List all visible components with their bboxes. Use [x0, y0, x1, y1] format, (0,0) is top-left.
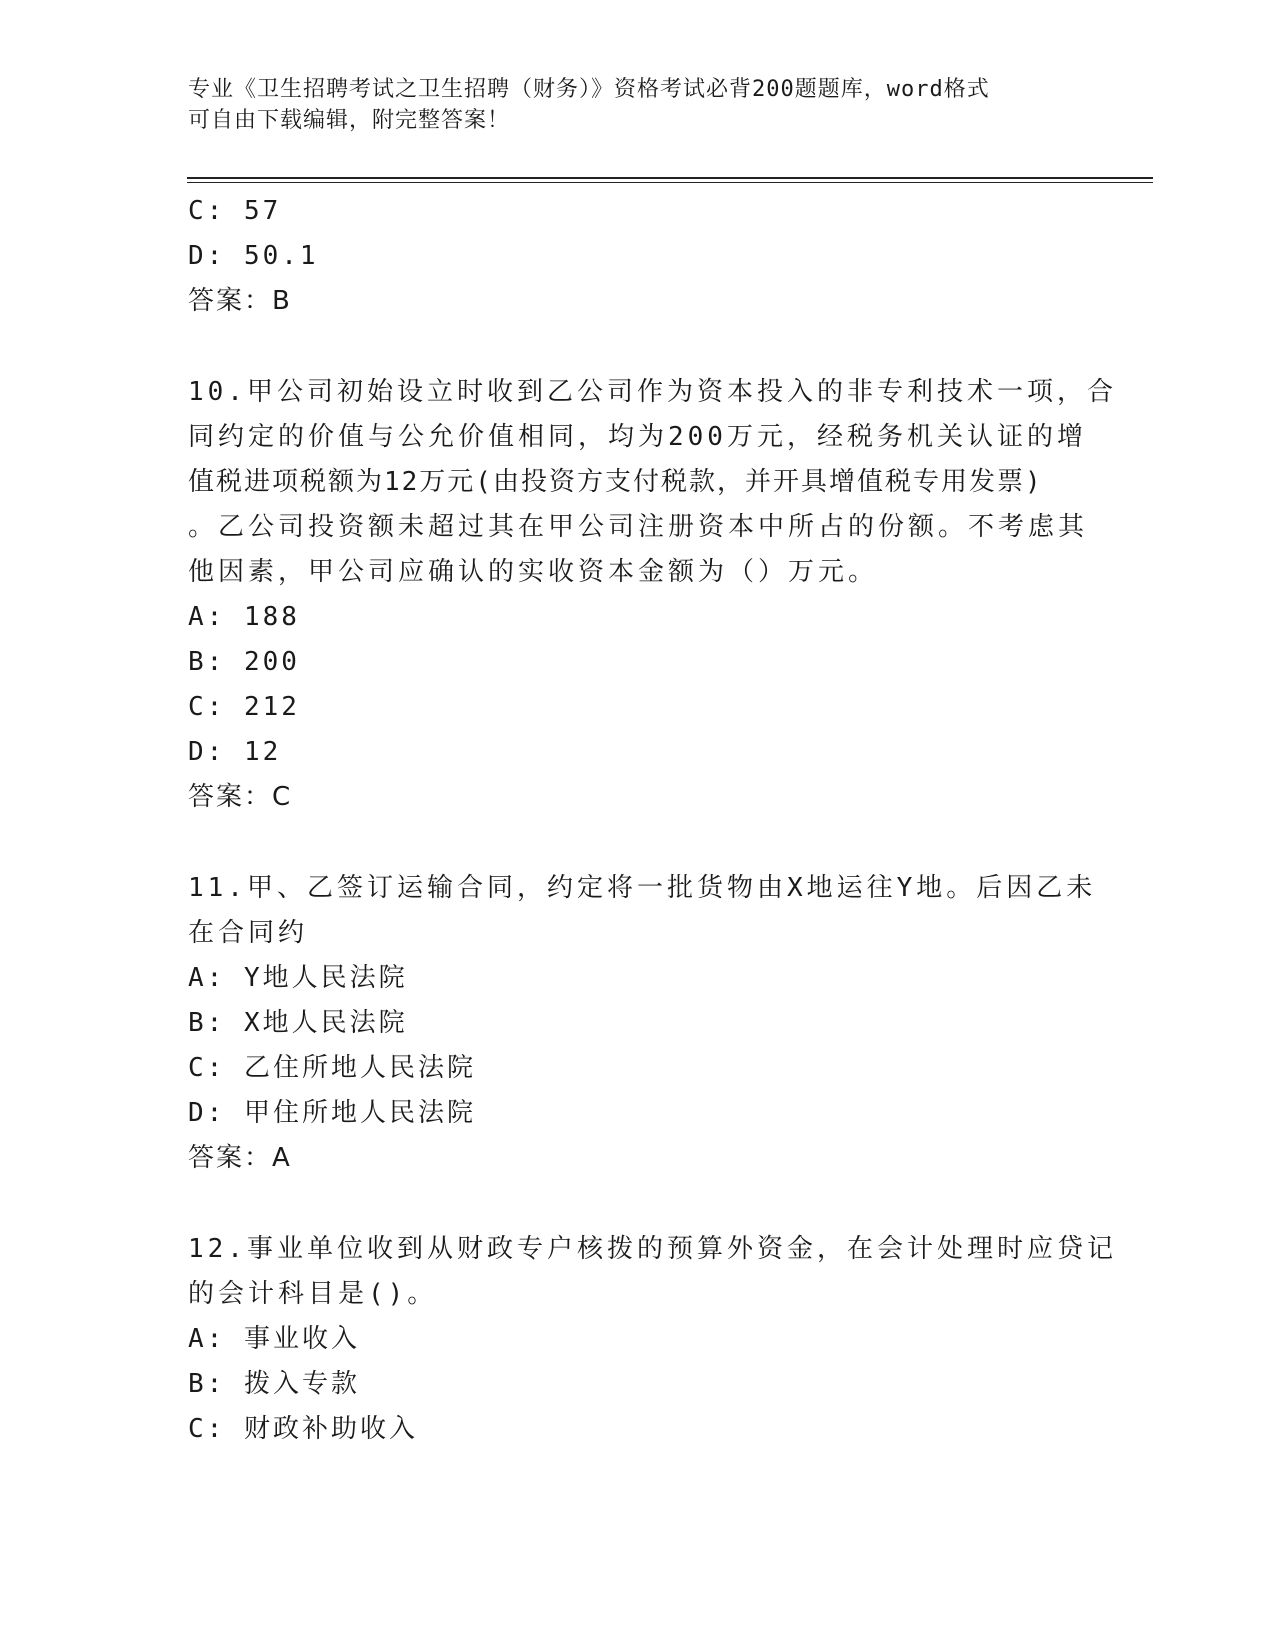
question-10	[188, 370, 1117, 820]
question-line: 值税进项税额为12万元(由投资方支付税款，并开具增值税专用发票)	[188, 467, 1043, 497]
question-11	[188, 866, 1097, 1181]
option-b: B: X地人民法院	[188, 1008, 408, 1038]
option-d: D: 12	[188, 737, 282, 767]
document-body	[188, 189, 1117, 1452]
question-line: 12.事业单位收到从财政专户核拨的预算外资金，在会计处理时应贷记	[188, 1234, 1117, 1264]
option-b: B: 拨入专款	[188, 1369, 360, 1399]
question-text	[188, 866, 1097, 956]
question-line: 10.甲公司初始设立时收到乙公司作为资本投入的非专利技术一项，合	[188, 377, 1117, 407]
option-d: D: 甲住所地人民法院	[188, 1098, 476, 1128]
document-header	[188, 74, 1078, 136]
option-c: C: 财政补助收入	[188, 1414, 418, 1444]
header-line-2: 可自由下载编辑，附完整答案！	[188, 108, 511, 133]
option-d: D: 50.1	[188, 241, 319, 271]
question-12	[188, 1227, 1117, 1452]
question-text	[188, 1227, 1117, 1317]
spacer	[188, 1181, 1088, 1227]
question-line: 他因素，甲公司应确认的实收资本金额为（）万元。	[188, 557, 879, 587]
question-line: 的会计科目是()。	[188, 1279, 438, 1309]
option-c: C: 57	[188, 196, 282, 226]
question-line: 同约定的价值与公允价值相同，均为200万元，经税务机关认证的增	[188, 422, 1087, 452]
question-text	[188, 370, 1117, 595]
spacer	[188, 324, 1088, 370]
option-c: C: 212	[188, 692, 300, 722]
answer-line: 答案：C	[188, 782, 293, 812]
question-line: 。乙公司投资额未超过其在甲公司注册资本中所占的份额。不考虑其	[188, 512, 1089, 542]
spacer	[188, 820, 1088, 866]
option-c: C: 乙住所地人民法院	[188, 1053, 476, 1083]
answer-line: 答案：A	[188, 1143, 292, 1173]
option-a: A: Y地人民法院	[188, 963, 408, 993]
header-line-1: 专业《卫生招聘考试之卫生招聘（财务）》资格考试必背200题题库，word格式	[188, 77, 990, 102]
question-line: 11.甲、乙签订运输合同，约定将一批货物由X地运往Y地。后因乙未	[188, 873, 1097, 903]
header-divider-thin	[187, 182, 1153, 183]
question-line: 在合同约	[188, 918, 309, 948]
option-a: A: 188	[188, 602, 300, 632]
option-b: B: 200	[188, 647, 300, 677]
question-9-tail	[188, 189, 1088, 324]
header-divider-thick	[187, 177, 1153, 179]
answer-line: 答案：B	[188, 286, 292, 316]
option-a: A: 事业收入	[188, 1324, 360, 1354]
